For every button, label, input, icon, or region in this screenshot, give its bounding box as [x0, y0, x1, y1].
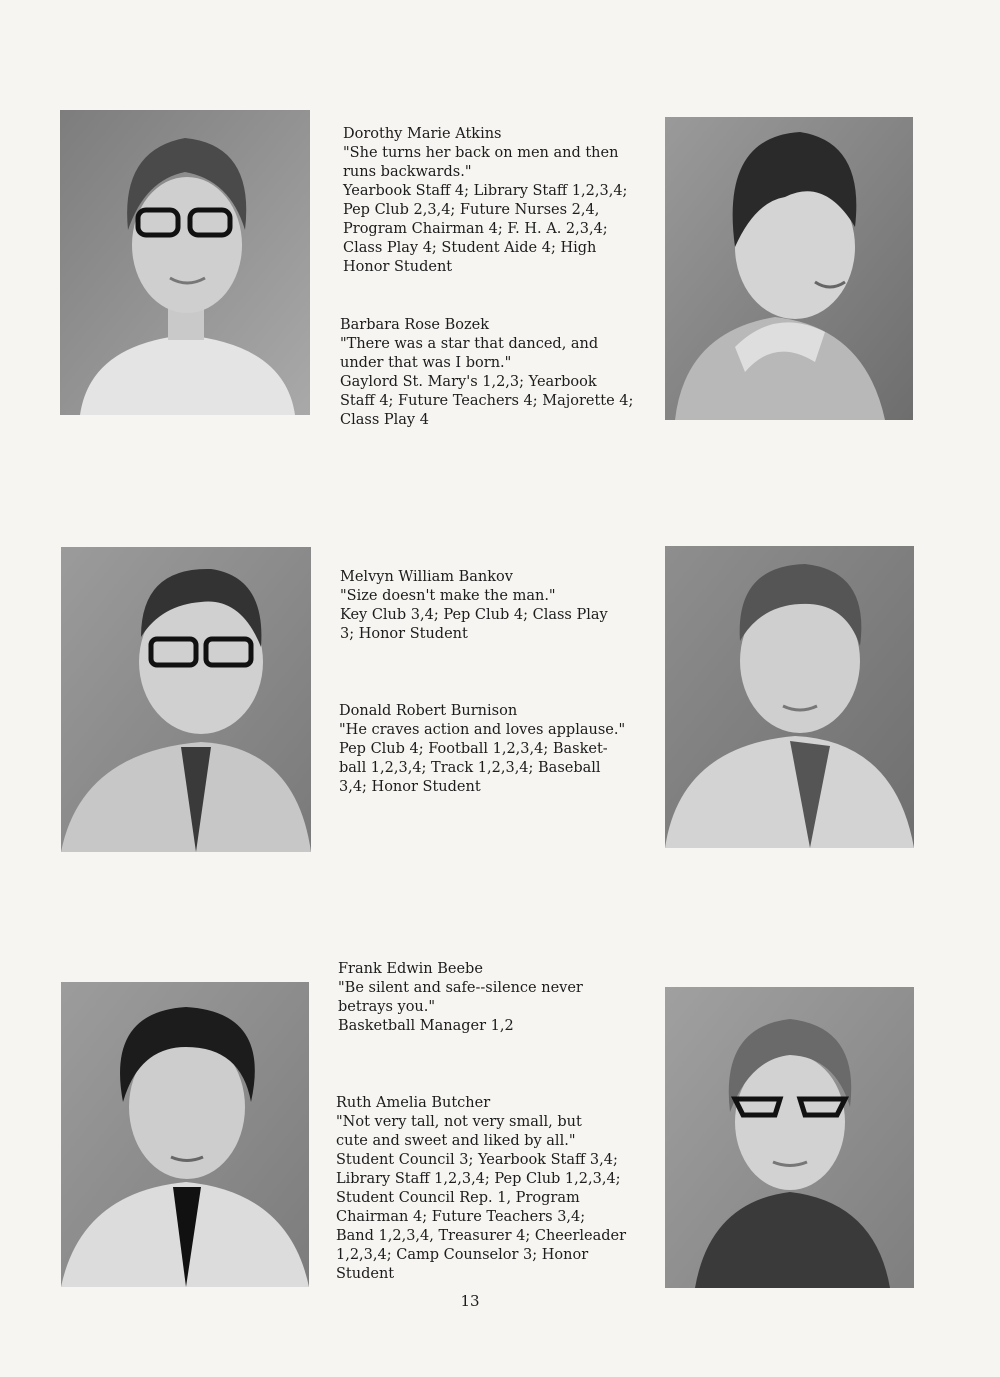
portrait-photo-ruth-butcher [665, 987, 914, 1288]
student-name: Barbara Rose Bozek [340, 317, 490, 333]
entry-line: "She turns her back on men and then [343, 145, 619, 161]
entry-line: "He craves action and loves applause." [339, 722, 626, 738]
portrait-photo-melvyn-bankov [61, 547, 311, 852]
entry-line: 3; Honor Student [340, 626, 468, 642]
student-entry-melvyn-bankov [340, 568, 640, 644]
entry-line: "There was a star that danced, and [340, 336, 599, 352]
portrait-photo-dorothy-atkins [60, 110, 310, 415]
entry-line: ball 1,2,3,4; Track 1,2,3,4; Baseball [339, 760, 601, 776]
entry-line: betrays you." [338, 999, 436, 1015]
entry-line: Pep Club 2,3,4; Future Nurses 2,4, [343, 202, 600, 218]
entry-line: Student Council Rep. 1, Program [336, 1190, 580, 1206]
entry-line: Student [336, 1266, 395, 1282]
entry-line: Class Play 4; Student Aide 4; High [343, 240, 597, 256]
student-name: Melvyn William Bankov [340, 569, 513, 585]
entry-line: Yearbook Staff 4; Library Staff 1,2,3,4; [343, 183, 628, 199]
entry-line: Key Club 3,4; Pep Club 4; Class Play [340, 607, 608, 623]
student-entry-frank-beebe [338, 960, 638, 1036]
entry-line: Band 1,2,3,4, Treasurer 4; Cheerleader [336, 1228, 627, 1244]
student-name: Ruth Amelia Butcher [336, 1095, 491, 1111]
entry-line: Chairman 4; Future Teachers 3,4; [336, 1209, 586, 1225]
entry-line: 3,4; Honor Student [339, 779, 481, 795]
entry-line: Student Council 3; Yearbook Staff 3,4; [336, 1152, 618, 1168]
student-entry-dorothy-atkins [343, 125, 643, 277]
entry-line: Honor Student [343, 259, 453, 275]
student-entry-ruth-butcher [336, 1094, 636, 1284]
portrait-photo-donald-burnison [665, 546, 914, 848]
entry-line: Pep Club 4; Football 1,2,3,4; Basket- [339, 741, 608, 757]
entry-line: under that was I born." [340, 355, 512, 371]
entry-line: Class Play 4 [340, 412, 429, 428]
student-name: Dorothy Marie Atkins [343, 126, 502, 142]
entry-line: "Size doesn't make the man." [340, 588, 556, 604]
student-entry-barbara-bozek [340, 316, 640, 430]
entry-line: Basketball Manager 1,2 [338, 1018, 514, 1034]
entry-line: Gaylord St. Mary's 1,2,3; Yearbook [340, 374, 597, 390]
portrait-photo-barbara-bozek [665, 117, 913, 420]
entry-line: 1,2,3,4; Camp Counselor 3; Honor [336, 1247, 589, 1263]
entry-line: runs backwards." [343, 164, 472, 180]
entry-line: Library Staff 1,2,3,4; Pep Club 1,2,3,4; [336, 1171, 621, 1187]
entry-line: Staff 4; Future Teachers 4; Majorette 4; [340, 393, 634, 409]
entry-line: cute and sweet and liked by all." [336, 1133, 576, 1149]
student-entry-donald-burnison [339, 702, 639, 797]
portrait-photo-frank-beebe [61, 982, 309, 1287]
entry-line: "Be silent and safe--silence never [338, 980, 583, 996]
entry-line: "Not very tall, not very small, but [336, 1114, 582, 1130]
page-number: 13 [460, 1292, 480, 1310]
entry-line: Program Chairman 4; F. H. A. 2,3,4; [343, 221, 608, 237]
student-name: Donald Robert Burnison [339, 703, 518, 719]
student-name: Frank Edwin Beebe [338, 961, 483, 977]
